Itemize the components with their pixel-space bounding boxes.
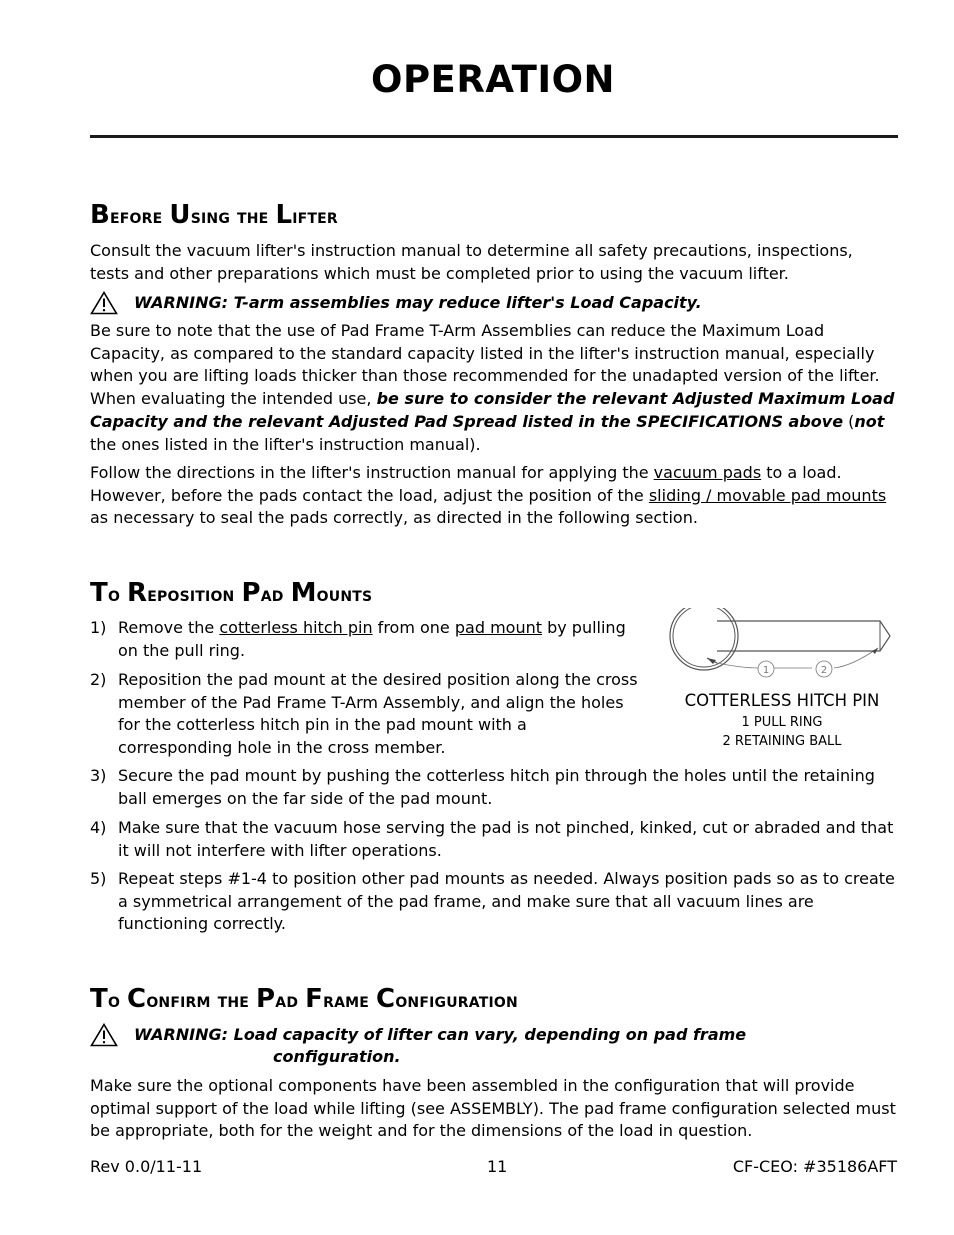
- term-sliding-pad-mounts: sliding / movable pad mounts: [648, 485, 887, 505]
- page-title: OPERATION: [370, 58, 616, 101]
- figure-legend-2: 2 RETAINING BALL: [722, 734, 842, 749]
- warning-text: WARNING: T-arm assemblies may reduce lifter's Load Capacity.: [134, 293, 702, 312]
- section-heading-confirm: To Confirm the Pad Frame Configuration: [90, 984, 518, 1014]
- callout-2-label: 2: [820, 665, 828, 676]
- before-paragraph-3: Follow the directions in the lifter's instruction manual for applying the vacuum pads to a load. However, before the pads contact the load, adjust the position of the sliding / movable pad mounts as necessary to seal the pads correctly, as directed in the following section.: [90, 463, 887, 528]
- pin-shaft: [717, 621, 890, 651]
- term-vacuum-pads: vacuum pads: [653, 463, 762, 482]
- pull-ring-inner: [673, 608, 735, 667]
- warning-triangle-icon: [90, 291, 118, 315]
- callout-1-label: 1: [762, 665, 770, 676]
- hitch-pin-figure: [662, 608, 902, 758]
- before-paragraph-2: Be sure to note that the use of Pad Frame T-Arm Assemblies can reduce the Maximum Load Capacity, as compared to the standard capacity listed in the lifter's instruction manual, especially when you are lifting loads thicker than those recommended for the unadapted version of the lifter. When evaluating the intended use, be sure to consider the relevant Adjusted Maximum Load Capacity and the relevant Adjusted Pad Spread listed in the SPECIFICATIONS above (not the ones listed in the lifter's instruction manual).: [90, 321, 895, 454]
- footer-page-number: 11: [487, 1157, 508, 1176]
- figure-title: COTTERLESS HITCH PIN: [684, 691, 880, 710]
- confirm-paragraph-1: Make sure the optional components have been assembled in the configuration that will provide optimal support of the load while lifting (see ASSEMBLY). The pad frame configuration selected must be appropriate, both for the weight and for the dimensions of the load in question.: [90, 1076, 896, 1141]
- warning-text-line-2: configuration.: [273, 1047, 401, 1066]
- section-heading-reposition: To Reposition Pad Mounts: [90, 578, 373, 608]
- title-rule: [90, 135, 898, 138]
- pull-ring-outer: [670, 608, 738, 670]
- before-paragraph-1: Consult the vacuum lifter's instruction manual to determine all safety precautions, inspections, tests and other preparations which must be completed prior to using the vacuum lifter.: [90, 241, 853, 283]
- term-pad-mount: pad mount: [454, 618, 542, 637]
- footer-document-id: CF-CEO: #35186AFT: [732, 1157, 897, 1176]
- term-cotterless-hitch-pin: cotterless hitch pin: [219, 618, 373, 637]
- warning-text-line-1: WARNING: Load capacity of lifter can vary, depending on pad frame: [134, 1025, 747, 1044]
- section-heading-before-using: Before Using the Lifter: [90, 200, 338, 230]
- footer-revision: Rev 0.0/11-11: [90, 1157, 203, 1176]
- hitch-pin-drawing: [662, 608, 902, 688]
- warning-triangle-icon: [90, 1023, 118, 1047]
- figure-legend-1: 1 PULL RING: [741, 715, 823, 730]
